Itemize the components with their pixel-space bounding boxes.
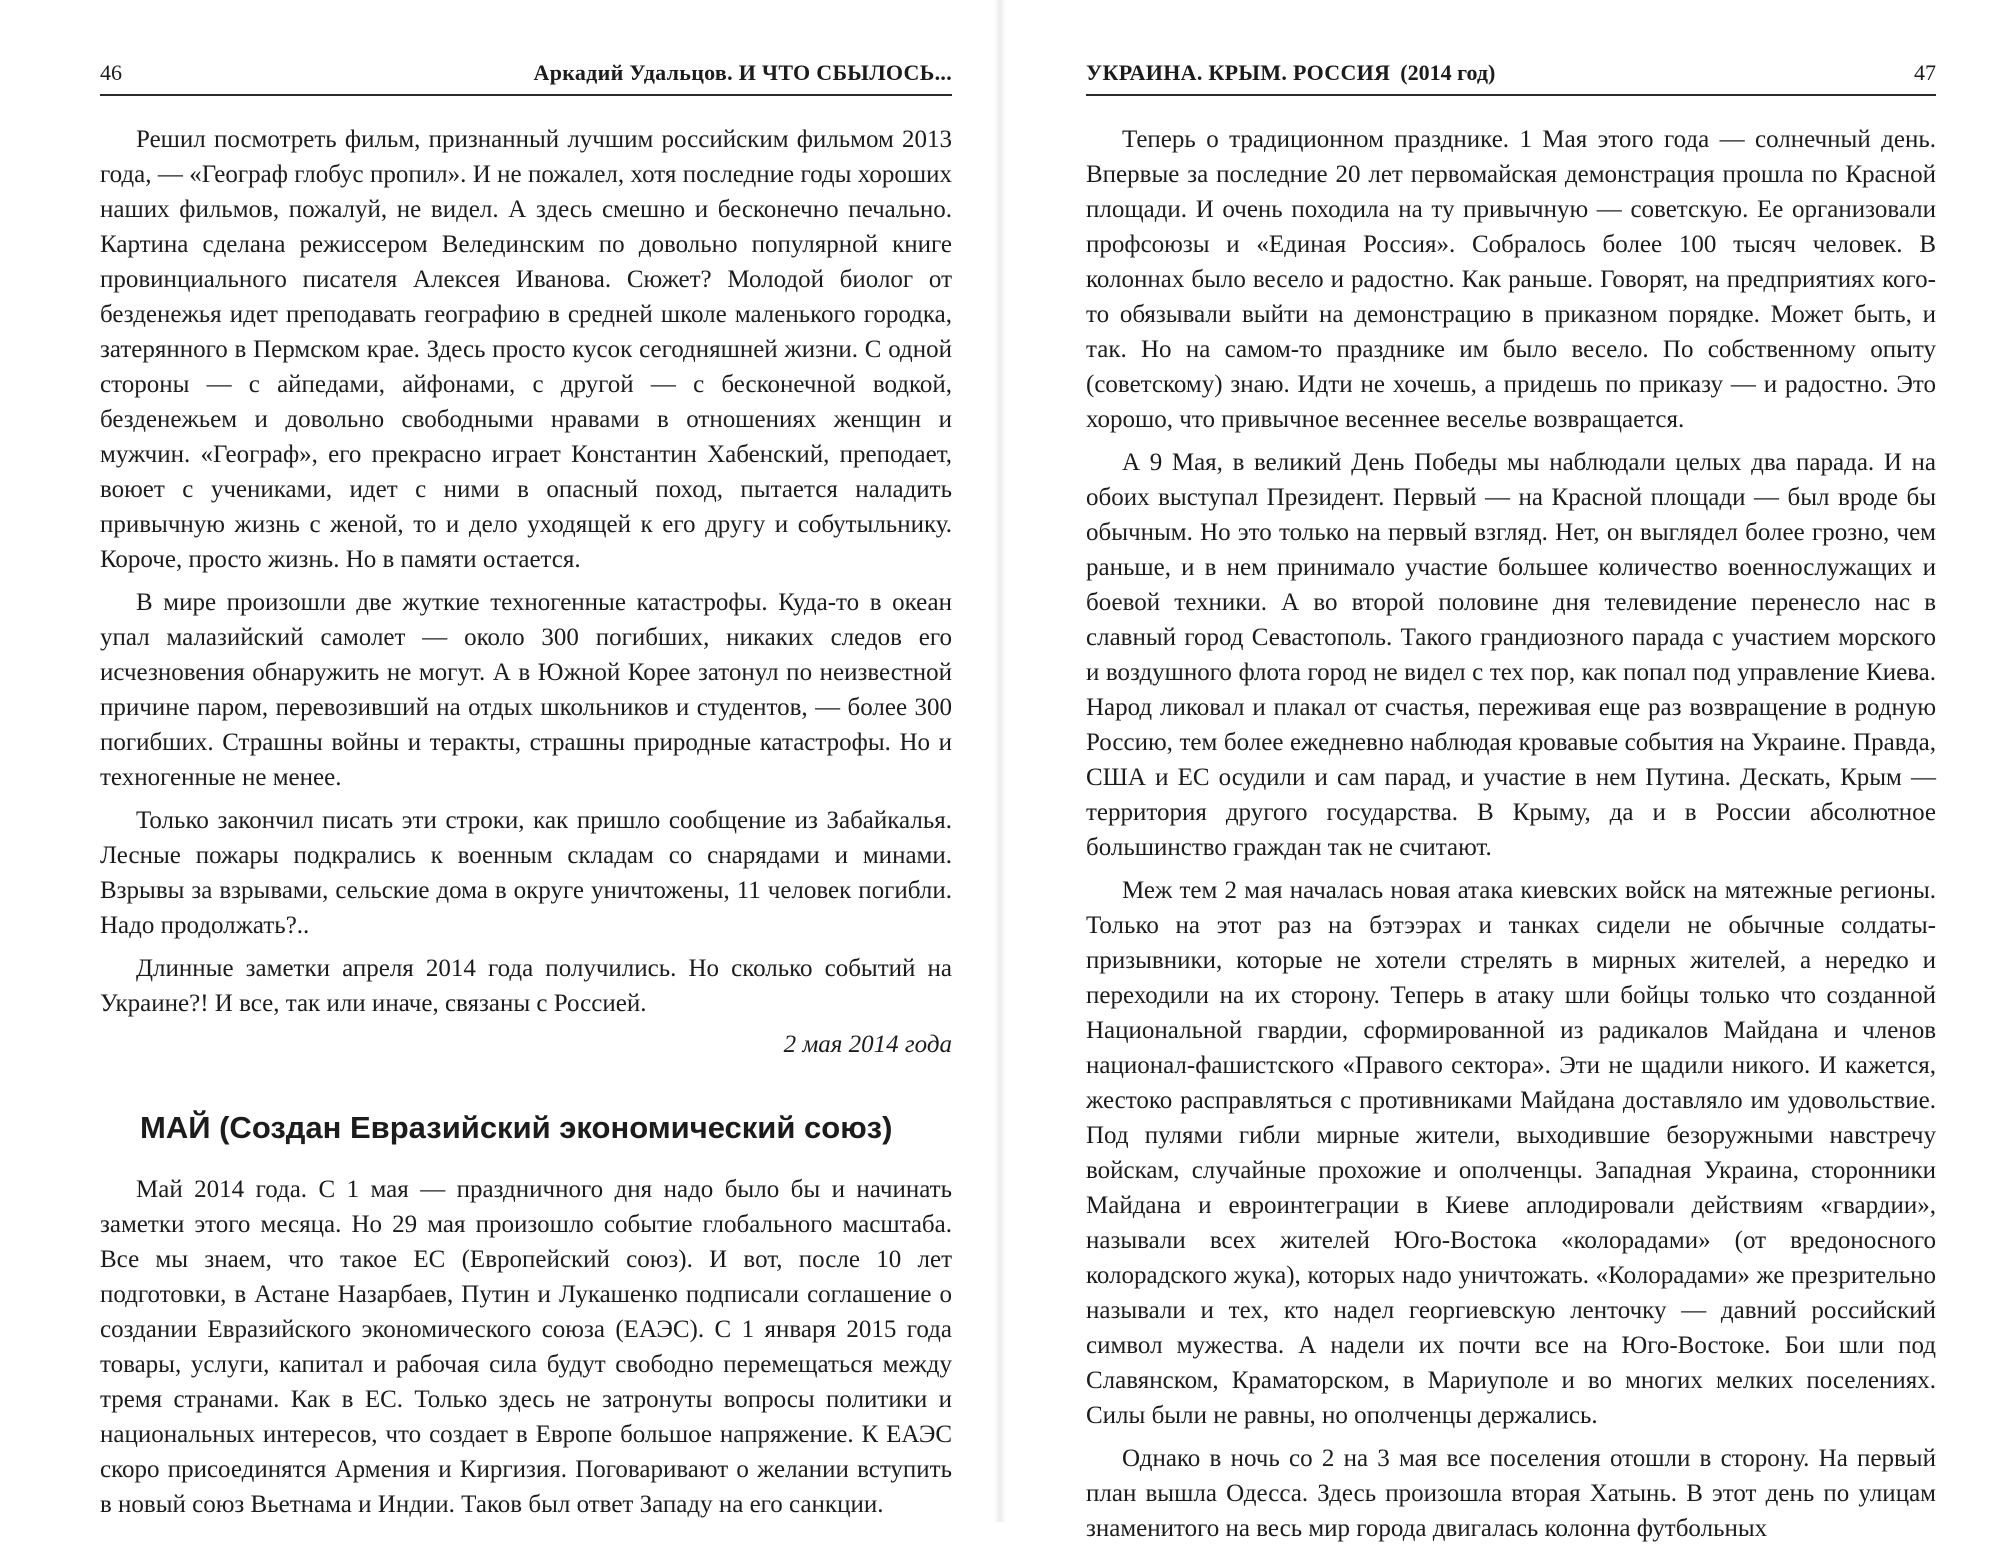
running-title-group — [1086, 60, 1495, 86]
page-number-right: 47 — [1914, 60, 1936, 85]
paragraph: Теперь о традиционном празднике. 1 Мая этого года — солнечный день. Впервые за последние 20 лет первомайская демонстрация прошла по Красной площади. И очень походила на ту привычную — советскую. Ее организовали профсоюзы и «Единая Россия». Собралось более 100 тысяч человек. В колоннах было весело и радостно. Как раньше. Говорят, на предприятиях кого-то обязывали выйти на демонстрацию в приказном порядке. Может быть, и так. Но на самом-то празднике им было весело. По собственному опыту (советскому) знаю. Идти не хочешь, а придешь по приказу — и радостно. Это хорошо, что привычное весеннее веселье возвращается. — [1086, 126, 1936, 433]
date-signature: 2 мая 2014 года — [783, 1031, 952, 1058]
paragraph: Однако в ночь со 2 на 3 мая все поселения отошли в сторону. На первый план вышла Одесса. Здесь произошла вторая Хатынь. В этот день по улицам знаменитого на весь мир города двигалась колонна футбольных — [1086, 1445, 1936, 1542]
section-heading: МАЙ (Создан Евразийский экономический союз) — [140, 1110, 893, 1145]
left-running-head — [100, 60, 952, 96]
paragraph: Май 2014 года. С 1 мая — праздничного дня надо было бы и начинать заметки этого месяца. Но 29 мая произошло событие глобального масштаба. Все мы знаем, что такое ЕС (Европейский союз). И вот, после 10 лет подготовки, в Астане Назарбаев, Путин и Лукашенко подписали соглашение о создании Евразийского экономического союза (ЕАЭС). С 1 января 2015 года товары, услуги, капитал и рабочая сила будут свободно перемещаться между тремя странами. Как в ЕС. Только здесь не затронуты вопросы политики и национальных интересов, что создает в Европе большое напряжение. К ЕАЭС скоро присоединятся Армения и Киргизия. Поговаривают о желании вступить в новый союз Вьетнама и Индии. Таков был ответ Западу на его санкции. — [100, 1176, 952, 1518]
running-title-right: УКРАИНА. КРЫМ. РОССИЯ — [1086, 60, 1391, 85]
paragraph: Только закончил писать эти строки, как пришло сообщение из Забайкалья. Лесные пожары подкрались к военным складам со снарядами и минами. Взрывы за взрывами, сельские дома в округе уничтожены, 11 человек погибли. Надо продолжать?.. — [100, 807, 952, 939]
running-title-left: Аркадий Удальцов. И ЧТО СБЫЛОСЬ... — [533, 60, 952, 85]
left-page — [0, 0, 1000, 1522]
paragraph: А 9 Мая, в великий День Победы мы наблюдали целых два парада. И на обоих выступал Президент. Первый — на Красной площади — был вроде бы обычным. Но это только на первый взгляд. Нет, он выглядел более грозно, чем раньше, и в нем принимало участие большее количество военнослужащих и боевой техники. А во второй половине дня телевидение перенесло нас в славный город Севастополь. Такого грандиозного парада с участием морского и воздушного флота город не видел с тех пор, как попал под управление Киева. Народ ликовал и плакал от счастья, переживая еще раз возвращение в родную Россию, тем более ежедневно наблюдая кровавые события на Украине. Правда, США и ЕС осудили и сам парад, и участие в нем Путина. Дескать, Крым — территория другого государства. В Крыму, да и в России абсолютное большинство граждан так не считают. — [1086, 449, 1936, 861]
paragraph: Меж тем 2 мая началась новая атака киевских войск на мятежные регионы. Только на этот раз на бэтээрах и танках сидели не обычные солдаты-призывники, которые не хотели стрелять в мирных жителей, а нередко и переходили на их сторону. Теперь в атаку шли бойцы только что созданной Национальной гвардии, сформированной из радикалов Майдана и членов национал-фашистского «Правого сектора». Эти не щадили никого. И кажется, жестоко расправляться с противниками Майдана доставляло им удовольствие. Под пулями гибли мирные жители, выходившие безоружными навстречу войскам, случайные прохожие и ополченцы. Западная Украина, сторонники Майдана и евроинтеграции в Киеве аплодировали действиям «гвардии», называли всех жителей Юго-Востока «колорадами» (от вредоносного колорадского жука), которых надо уничтожать. «Колорадами» же презрительно называли и тех, кто надел георгиевскую ленточку — давний российский символ мужества. А надели их почти все на Юго-Востоке. Бои шли под Славянском, Краматорском, в Мариуполе и во многих мелких поселениях. Силы были не равны, но ополченцы держались. — [1086, 877, 1936, 1429]
paragraph: Решил посмотреть фильм, признанный лучшим российским фильмом 2013 года, — «Географ глобус пропил». И не пожалел, хотя последние годы хороших наших фильмов, пожалуй, не видел. А здесь смешно и бесконечно печально. Картина сделана режиссером Велединским по довольно популярной книге провинциального писателя Алексея Иванова. Сюжет? Молодой биолог от безденежья идет преподавать географию в средней школе маленького городка, затерянного в Пермском крае. Здесь просто кусок сегодняшней жизни. С одной стороны — с айпедами, айфонами, с другой — с бесконечной водкой, безденежьем и довольно свободными нравами в отношениях женщин и мужчин. «Географ», его прекрасно играет Константин Хабенский, преподает, воюет с учениками, идет с ними в опасный поход, пытается наладить привычную жизнь с женой, то и дело уходящей к его другу и собутыльнику. Короче, просто жизнь. Но в памяти остается. — [100, 126, 952, 573]
running-title-year: (2014 год) — [1400, 60, 1496, 85]
right-running-head — [1086, 60, 1936, 96]
paragraph: В мире произошли две жуткие техногенные катастрофы. Куда-то в океан упал малазийский самолет — около 300 погибших, никаких следов его исчезновения обнаружить не могут. А в Южной Корее затонул по неизвестной причине паром, перевозивший на отдых школьников и студентов, — более 300 погибших. Страшны войны и теракты, страшны природные катастрофы. Но и техногенные не менее. — [100, 589, 952, 791]
page-number-left: 46 — [100, 60, 122, 85]
right-page — [1000, 0, 2000, 1542]
paragraph: Длинные заметки апреля 2014 года получились. Но сколько событий на Украине?! И все, так или иначе, связаны с Россией. — [100, 955, 952, 1017]
